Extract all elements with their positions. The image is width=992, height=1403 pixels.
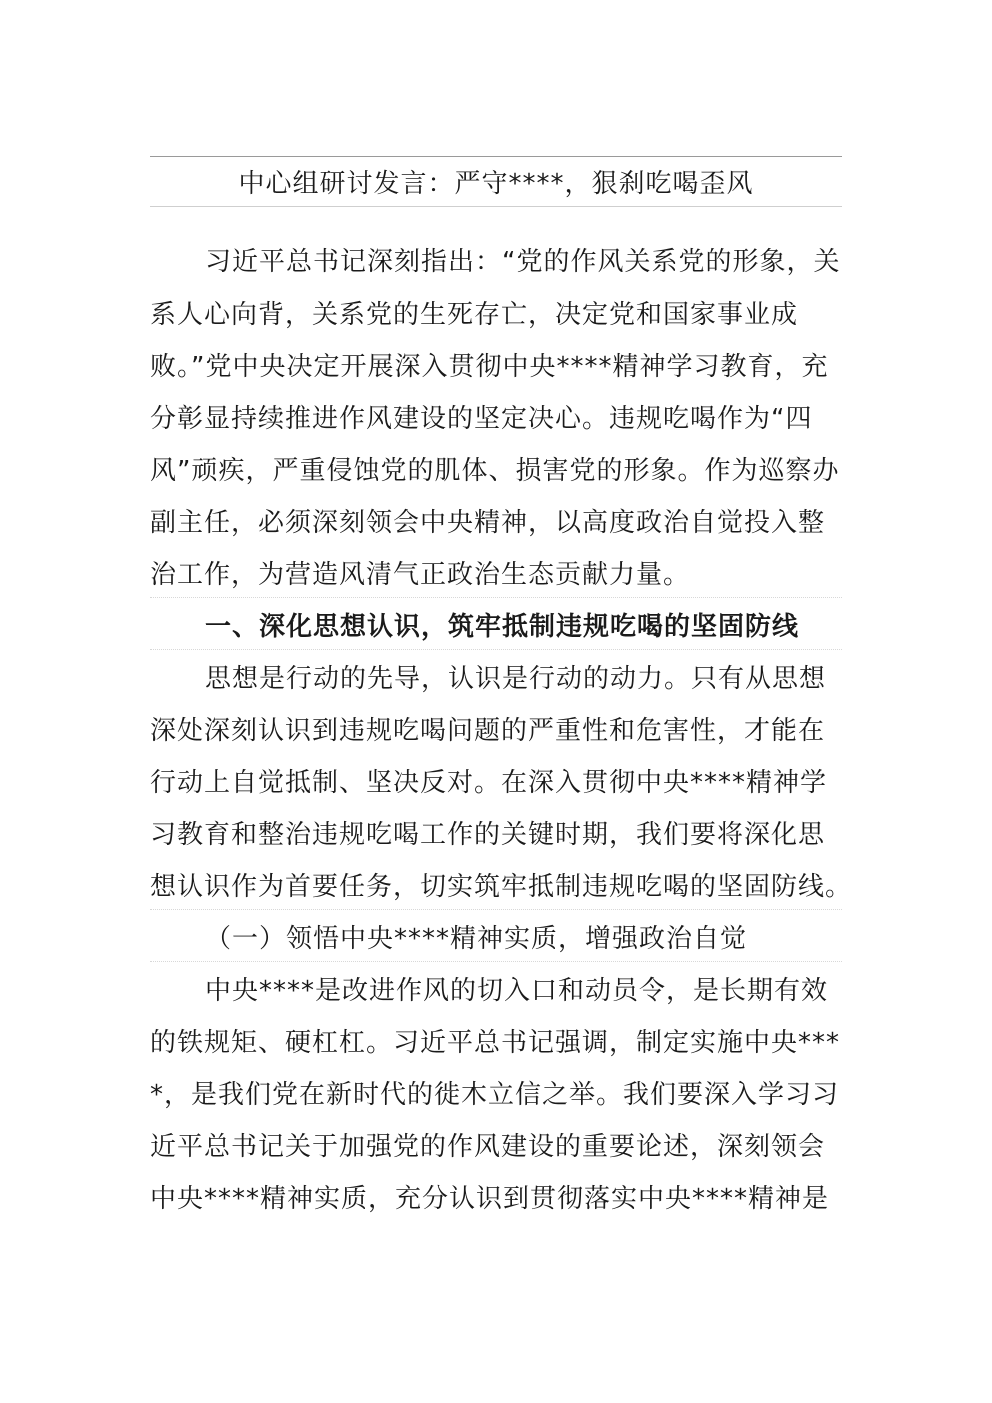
body-line: 系人心向背，关系党的生死存亡，决定党和国家事业成 bbox=[150, 300, 799, 330]
body-line: 分彰显持续推进作风建设的坚定决心。违规吃喝作为“四 bbox=[150, 404, 813, 434]
body-line: 治工作，为营造风清气正政治生态贡献力量。 bbox=[150, 560, 691, 590]
body-line: 行动上自觉抵制、坚决反对。在深入贯彻中央****精神学 bbox=[150, 768, 828, 798]
body-line: 习教育和整治违规吃喝工作的关键时期，我们要将深化思 bbox=[150, 820, 826, 850]
dotted-separator bbox=[150, 961, 842, 963]
body-line: 风”顽疾，严重侵蚀党的肌体、损害党的形象。作为巡察办 bbox=[150, 456, 840, 486]
dotted-separator bbox=[150, 649, 842, 651]
body-line: 败。”党中央决定开展深入贯彻中央****精神学习教育，充 bbox=[150, 352, 829, 382]
body-line: 习近平总书记深刻指出：“党的作风关系党的形象，关 bbox=[205, 247, 841, 277]
body-line: 副主任，必须深刻领会中央精神，以高度政治自觉投入整 bbox=[150, 508, 826, 538]
body-line: 深处深刻认识到违规吃喝问题的严重性和危害性，才能在 bbox=[150, 716, 826, 746]
section-heading: 一、深化思想认识，筑牢抵制违规吃喝的坚固防线 bbox=[205, 612, 800, 642]
body-line: 近平总书记关于加强党的作风建设的重要论述，深刻领会 bbox=[150, 1132, 826, 1162]
body-line: 的铁规矩、硬杠杠。习近平总书记强调，制定实施中央*** bbox=[150, 1028, 841, 1058]
dotted-separator bbox=[150, 909, 842, 911]
body-line: 中央****是改进作风的切入口和动员令，是长期有效 bbox=[205, 976, 829, 1006]
document-title: 中心组研讨发言：严守****，狠刹吃喝歪风 bbox=[238, 169, 754, 199]
body-line: 中央****精神实质，充分认识到贯彻落实中央****精神是 bbox=[150, 1184, 830, 1214]
body-line: *，是我们党在新时代的徙木立信之举。我们要深入学习习 bbox=[150, 1080, 840, 1110]
dotted-separator bbox=[150, 597, 842, 599]
body-line: 思想是行动的先导，认识是行动的动力。只有从思想 bbox=[205, 664, 827, 694]
subsection-heading: （一）领悟中央****精神实质，增强政治自觉 bbox=[205, 924, 748, 954]
title-bottom-rule bbox=[150, 206, 842, 207]
body-line: 想认识作为首要任务，切实筑牢抵制违规吃喝的坚固防线。 bbox=[150, 872, 853, 902]
title-top-rule bbox=[150, 156, 842, 157]
